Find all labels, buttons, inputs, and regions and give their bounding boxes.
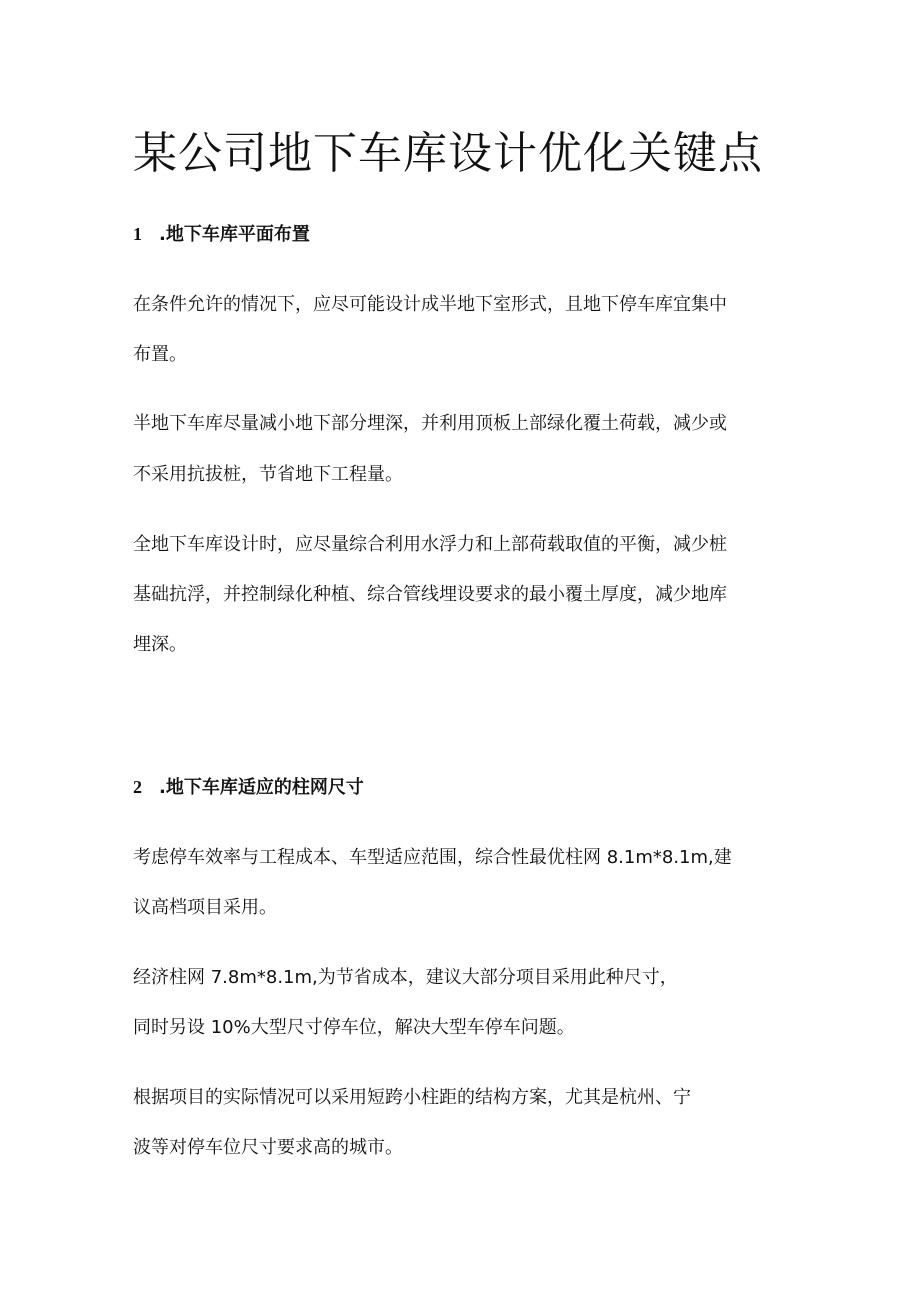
section-1-heading <box>133 222 310 247</box>
section-2-line: 根据项目的实际情况可以采用短跨小柱距的结构方案，尤其是杭州、宁 <box>133 1087 691 1108</box>
section-1-line: 全地下车库设计时，应尽量综合利用水浮力和上部荷载取值的平衡，减少桩 <box>133 534 727 555</box>
section-2-line: 议高档项目采用。 <box>133 897 277 918</box>
section-2-line: 经济柱网 7.8m*8.1m,为节省成本，建议大部分项目采用此种尺寸， <box>133 967 678 988</box>
section-2-title: .地下车库适应的柱网尺寸 <box>159 777 364 798</box>
page-title: 某公司地下车库设计优化关键点 <box>133 128 763 179</box>
section-1-line: 布置。 <box>133 344 187 365</box>
section-1-line: 基础抗浮，并控制绿化种植、综合管线埋设要求的最小覆土厚度，减少地库 <box>133 584 727 605</box>
section-1-line: 在条件允许的情况下，应尽可能设计成半地下室形式，且地下停车库宜集中 <box>133 294 727 315</box>
section-1-line: 半地下车库尽量减小地下部分埋深，并利用顶板上部绿化覆土荷载，减少或 <box>133 413 727 434</box>
section-2-line: 波等对停车位尺寸要求高的城市。 <box>133 1137 403 1158</box>
section-1-title: .地下车库平面布置 <box>159 224 310 245</box>
section-2-heading <box>133 775 364 800</box>
section-1-number: 1 <box>133 224 142 244</box>
section-2-line: 考虑停车效率与工程成本、车型适应范围，综合性最优柱网 8.1m*8.1m,建 <box>133 847 732 868</box>
section-1-line: 埋深。 <box>133 634 187 655</box>
section-2-number: 2 <box>133 777 142 797</box>
section-2-line: 同时另设 10%大型尺寸停车位，解决大型车停车问题。 <box>133 1017 575 1038</box>
section-1-line: 不采用抗拔桩，节省地下工程量。 <box>133 464 403 485</box>
